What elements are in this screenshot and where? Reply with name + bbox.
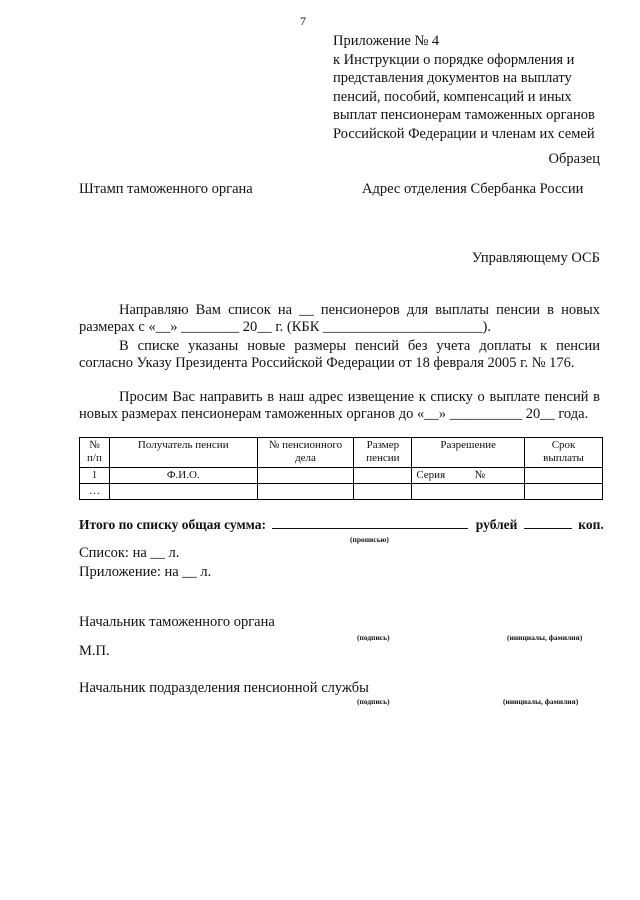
page-number: 7 xyxy=(300,14,306,28)
cell-empty xyxy=(412,484,525,500)
bank-address-label: Адрес отделения Сбербанка России xyxy=(362,181,584,197)
cell-number: 1 xyxy=(80,468,110,484)
initials-hint: (инициалы, фамилия) xyxy=(507,633,583,642)
col-header-pension-case: № пенсионного дела xyxy=(257,438,354,468)
para3-line2: новых размерах пенсионерам таможенных органов до «__» __________ 20__ года. xyxy=(79,406,589,422)
para1-line2: размерах с «__» ________ 20__ г. (КБК ______________________). xyxy=(79,319,491,335)
appendix-line: представления документов на выплату xyxy=(333,70,572,86)
stamp-label: Штамп таможенного органа xyxy=(79,181,253,197)
appendix-title: Приложение № 4 xyxy=(333,33,440,49)
cell-series: Серия xyxy=(416,469,446,481)
appendix-line: пенсий, пособий, компенсаций и иных xyxy=(333,88,572,105)
total-rub-label: рублей xyxy=(475,517,518,532)
appendix-header xyxy=(333,32,595,143)
total-kop-label: коп. xyxy=(578,517,604,532)
cell-permission-number: № xyxy=(474,469,486,481)
cell-empty xyxy=(257,468,354,484)
addressee: Управляющему ОСБ xyxy=(471,250,600,266)
cell-permission xyxy=(412,468,525,484)
table-row xyxy=(80,468,603,484)
col-header-recipient: Получатель пенсии xyxy=(109,438,257,468)
cell-empty xyxy=(525,468,603,484)
seal-place-label: М.П. xyxy=(79,643,110,659)
appendix-line: к Инструкции о порядке оформления и xyxy=(333,51,575,68)
sample-label: Образец xyxy=(548,151,600,167)
cell-empty xyxy=(109,484,257,500)
table-row xyxy=(80,484,603,500)
total-sum-line xyxy=(79,517,604,533)
col-header-permission: Разрешение xyxy=(412,438,525,468)
cell-recipient: Ф.И.О. xyxy=(109,468,257,484)
para1-line1: Направляю Вам список на __ пенсионеров для выплаты пенсии в новых xyxy=(119,302,600,318)
appendix-line: Российской Федерации и членам их семей xyxy=(333,125,595,142)
total-amount-blank xyxy=(272,528,468,529)
chief-pension-label: Начальник подразделения пенсионной службы xyxy=(79,680,369,696)
chief-customs-label: Начальник таможенного органа xyxy=(79,614,275,630)
appendix-line: выплат пенсионерам таможенных органов xyxy=(333,107,595,123)
col-header-payment-term: Срок выплаты xyxy=(525,438,603,468)
list-pages: Список: на __ л. xyxy=(79,545,180,561)
table-header-row xyxy=(80,438,603,468)
cell-empty xyxy=(257,484,354,500)
col-header-pension-amount: Размер пенсии xyxy=(354,438,412,468)
cell-empty xyxy=(354,468,412,484)
cell-empty xyxy=(525,484,603,500)
para2-line1: В списке указаны новые размеры пенсий без учета доплаты к пенсии xyxy=(119,338,600,354)
initials-hint: (инициалы, фамилия) xyxy=(503,697,579,706)
cell-empty xyxy=(354,484,412,500)
para2-line2: согласно Указу Президента Российской Федерации от 18 февраля 2005 г. № 176. xyxy=(79,355,575,371)
col-header-number: № п/п xyxy=(80,438,110,468)
appendix-pages: Приложение: на __ л. xyxy=(79,564,212,580)
total-label: Итого по списку общая сумма: xyxy=(79,517,267,532)
pension-table xyxy=(79,437,603,500)
cell-number: … xyxy=(80,484,110,500)
signature-hint: (подпись) xyxy=(357,633,390,642)
total-kop-blank xyxy=(524,528,572,529)
para3-line1: Просим Вас направить в наш адрес извещение к списку о выплате пенсий в xyxy=(119,389,600,405)
in-words-hint: (прописью) xyxy=(350,535,389,544)
signature-hint: (подпись) xyxy=(357,697,390,706)
